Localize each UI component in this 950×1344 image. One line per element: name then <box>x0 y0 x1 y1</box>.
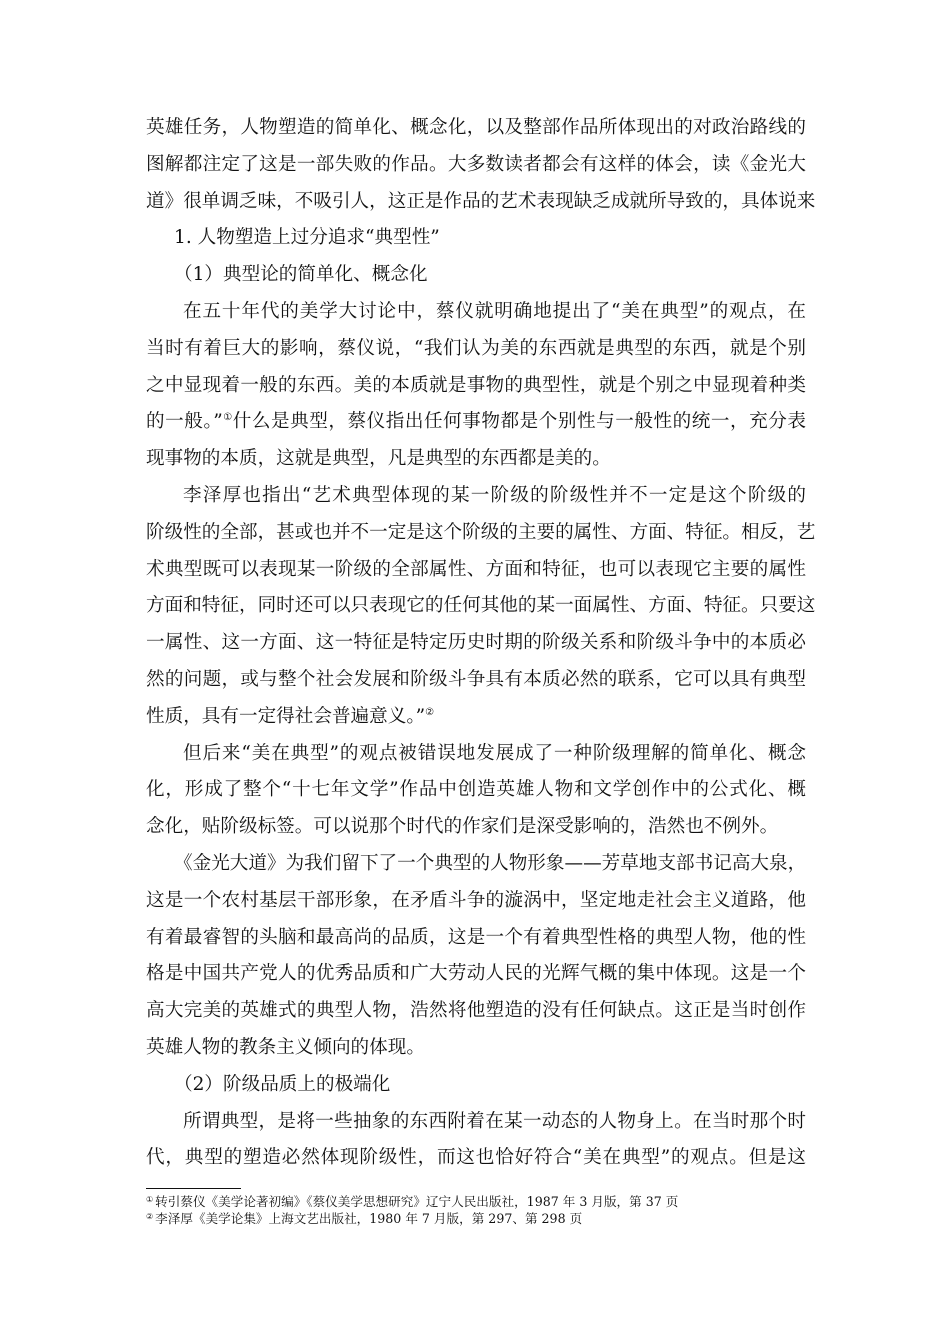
footnote-2 <box>146 1210 806 1227</box>
footnote-ref-1[interactable]: ① <box>222 412 233 424</box>
paragraph-line: 高大完美的英雄式的典型人物，浩然将他塑造的没有任何缺点。这正是当时创作 <box>146 1000 806 1022</box>
quote-end: 的一般。” <box>146 411 223 433</box>
footnote-mark-1: ① <box>146 1195 154 1204</box>
footnote-divider <box>146 1188 241 1189</box>
footnotes <box>146 1188 806 1227</box>
paragraph-line: 图解都注定了这是一部失败的作品。大多数读者都会有这样的体会，读《金光大 <box>146 153 806 175</box>
paragraph-line: 英雄任务，人物塑造的简单化、概念化，以及整部作品所体现出的对政治路线的 <box>146 117 806 138</box>
subsection-heading: （1）典型论的简单化、概念化 <box>174 264 428 286</box>
footnote-ref-2[interactable]: ② <box>425 706 435 718</box>
paragraph-line: 但后来“美在典型”的观点被错误地发展成了一种阶级理解的简单化、概念 <box>183 742 806 764</box>
paragraph-line: 格是中国共产党人的优秀品质和广大劳动人民的光辉气概的集中体现。这是一个 <box>146 963 806 985</box>
section-heading: 1. 人物塑造上过分追求“典型性” <box>174 227 440 249</box>
paragraph-line: 现事物的本质，这就是典型，凡是典型的东西都是美的。 <box>146 448 611 470</box>
body-text <box>146 110 816 1177</box>
paragraph-line: 所谓典型，是将一些抽象的东西附着在某一动态的人物身上。在当时那个时 <box>183 1110 806 1132</box>
paragraph-line <box>146 404 806 441</box>
paragraph-line: 术典型既可以表现某一阶级的全部属性、方面和特征，也可以表现它主要的属性 <box>146 558 806 580</box>
paragraph-line: 《金光大道》为我们留下了一个典型的人物形象——芳草地支部书记高大泉， <box>174 852 807 874</box>
footnote-text: 李泽厚《美学论集》上海文艺出版社，1980 年 7 月版，第 297、第 298 页 <box>155 1211 583 1226</box>
subsection-heading: （2）阶级品质上的极端化 <box>174 1073 391 1095</box>
paragraph-text: 什么是典型，蔡仪指出任何事物都是个别性与一般性的统一，充分表 <box>232 411 806 433</box>
paragraph-line: 代，典型的塑造必然体现阶级性，而这也恰好符合“美在典型”的观点。但是这 <box>146 1147 806 1169</box>
paragraph-line: 在五十年代的美学大讨论中，蔡仪就明确地提出了“美在典型”的观点，在 <box>183 300 806 322</box>
paragraph-line: 方面和特征，同时还可以只表现它的任何其他的某一面属性、方面、特征。只要这 <box>146 595 816 617</box>
footnote-text: 转引蔡仪《美学论著初编》《蔡仪美学思想研究》辽宁人民出版社，1987 年 3 月版，第 37 页 <box>155 1194 679 1209</box>
footnote-mark-2: ② <box>146 1212 154 1221</box>
paragraph-line: 有着最睿智的头脑和最高尚的品质，这是一个有着典型性格的典型人物，他的性 <box>146 926 806 948</box>
footnote-1 <box>146 1193 806 1210</box>
paragraph-line: 念化，贴阶级标签。可以说那个时代的作家们是深受影响的，浩然也不例外。 <box>146 816 779 838</box>
paragraph-line: 李泽厚也指出“艺术典型体现的某一阶级的阶级性并不一定是这个阶级的 <box>183 484 806 506</box>
paragraph-line: 之中显现着一般的东西。美的本质就是事物的典型性，就是个别之中显现着种类 <box>146 374 806 396</box>
paragraph-line <box>146 699 806 736</box>
paragraph-text: 性质，具有一定得社会普遍意义。” <box>146 705 426 727</box>
paragraph-line: 化，形成了整个“十七年文学”作品中创造英雄人物和文学创作中的公式化、概 <box>146 779 806 801</box>
paragraph-line: 阶级性的全部，甚或也并不一定是这个阶级的主要的属性、方面、特征。相反，艺 <box>146 521 816 543</box>
paragraph-line: 道》很单调乏味，不吸引人，这正是作品的艺术表现缺乏成就所导致的，具体说来 <box>146 190 816 212</box>
paragraph-line: 一属性、这一方面、这一特征是特定历史时期的阶级关系和阶级斗争中的本质必 <box>146 632 806 654</box>
paragraph-line: 然的问题，或与整个社会发展和阶级斗争具有本质必然的联系，它可以具有典型 <box>146 668 806 690</box>
paragraph-line: 这是一个农村基层干部形象，在矛盾斗争的漩涡中，坚定地走社会主义道路，他 <box>146 889 806 911</box>
paragraph-line: 英雄人物的教条主义倾向的体现。 <box>146 1036 425 1058</box>
paragraph-line: 当时有着巨大的影响，蔡仪说，“我们认为美的东西就是典型的东西，就是个别 <box>146 337 806 359</box>
